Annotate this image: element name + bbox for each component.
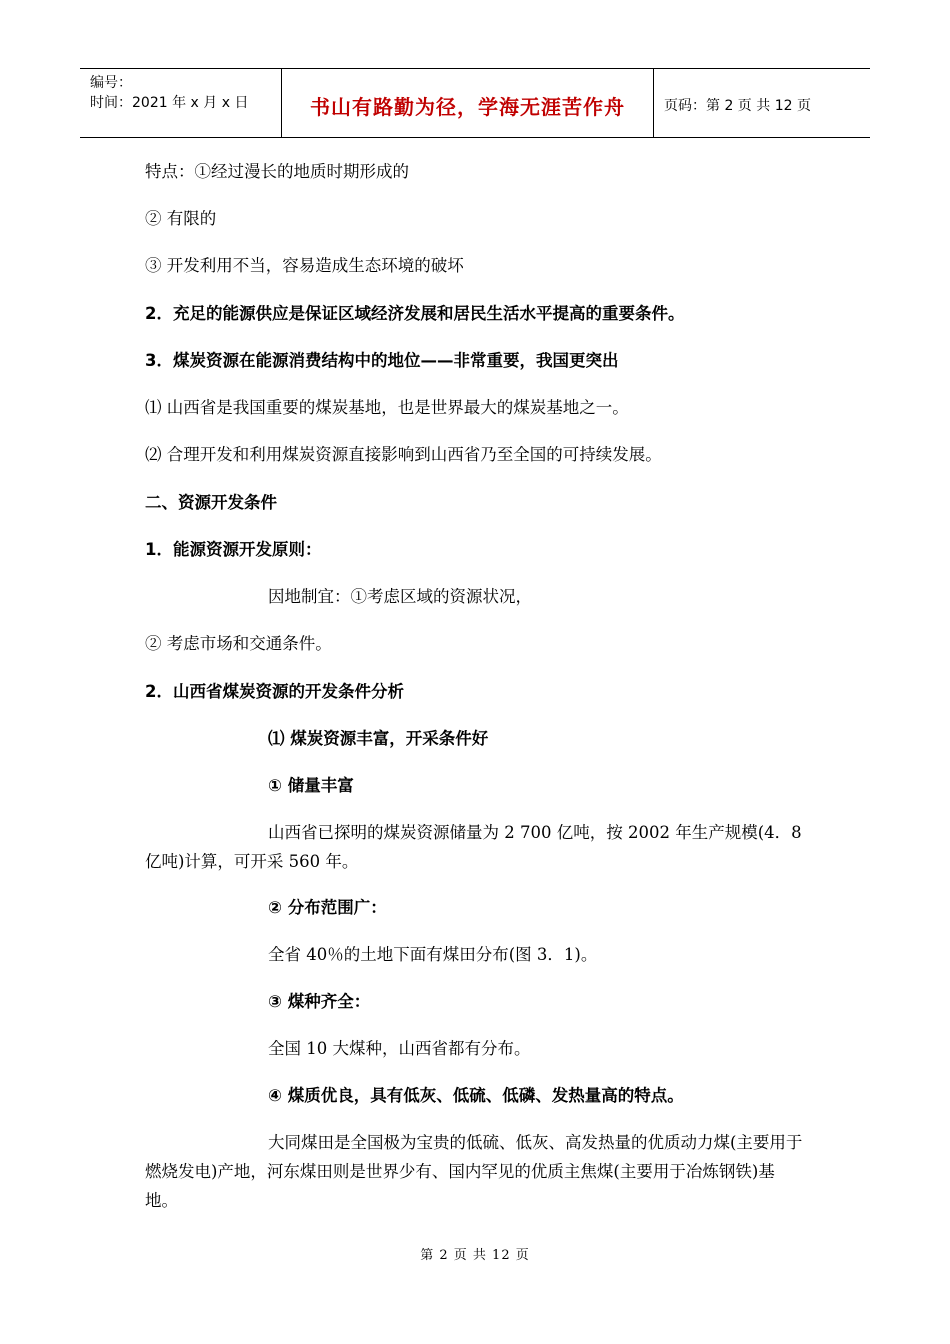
paragraph: 大同煤田是全国极为宝贵的低硫、低灰、高发热量的优质动力煤(主要用于燃烧发电)产地，河东煤田则是世界少有、国内罕见的优质主焦煤(主要用于冶炼钢铁)基地。 bbox=[145, 1133, 803, 1210]
document-number-label: 编号： bbox=[90, 75, 132, 91]
subsection-heading: ③ 煤种齐全： bbox=[268, 992, 371, 1011]
document-date: 时间：2021 年 x 月 x 日 bbox=[90, 95, 249, 111]
paragraph: ⑵ 合理开发和利用煤炭资源直接影响到山西省乃至全国的可持续发展。 bbox=[145, 445, 662, 464]
section-heading: 2．山西省煤炭资源的开发条件分析 bbox=[145, 682, 404, 701]
subsection-heading: ④ 煤质优良，具有低灰、低硫、低磷、发热量高的特点。 bbox=[268, 1086, 684, 1105]
paragraph: ③ 开发利用不当，容易造成生态环境的破坏 bbox=[145, 256, 464, 275]
paragraph: ⑴ 山西省是我国重要的煤炭基地，也是世界最大的煤炭基地之一。 bbox=[145, 398, 629, 417]
paragraph: ② 有限的 bbox=[145, 209, 217, 228]
page-footer: 第 2 页 共 12 页 bbox=[420, 1248, 530, 1263]
page-header bbox=[80, 68, 870, 138]
paragraph: 山西省已探明的煤炭资源储量为 2 700 亿吨，按 2002 年生产规模(4．8 亿吨)计算，可开采 560 年。 bbox=[145, 823, 802, 871]
paragraph: 全国 10 大煤种，山西省都有分布。 bbox=[268, 1039, 531, 1058]
paragraph: 特点：①经过漫长的地质时期形成的 bbox=[145, 162, 409, 181]
subsection-heading: ⑴ 煤炭资源丰富，开采条件好 bbox=[268, 729, 489, 748]
section-heading: 2．充足的能源供应是保证区域经济发展和居民生活水平提高的重要条件。 bbox=[145, 304, 685, 323]
section-heading: 二、资源开发条件 bbox=[145, 493, 277, 512]
subsection-heading: ① 储量丰富 bbox=[268, 776, 354, 795]
paragraph: 因地制宜：①考虑区域的资源状况， bbox=[268, 587, 532, 606]
section-heading: 3．煤炭资源在能源消费结构中的地位——非常重要，我国更突出 bbox=[145, 351, 619, 370]
subsection-heading: ② 分布范围广： bbox=[268, 898, 387, 917]
paragraph: ② 考虑市场和交通条件。 bbox=[145, 634, 332, 653]
section-heading: 1．能源资源开发原则： bbox=[145, 540, 322, 559]
header-motto: 书山有路勤为径，学海无涯苦作舟 bbox=[282, 69, 654, 137]
header-meta bbox=[80, 69, 282, 137]
paragraph: 全省 40％的土地下面有煤田分布(图 3．1)。 bbox=[268, 945, 598, 964]
header-page-number: 页码：第 2 页 共 12 页 bbox=[664, 98, 811, 114]
